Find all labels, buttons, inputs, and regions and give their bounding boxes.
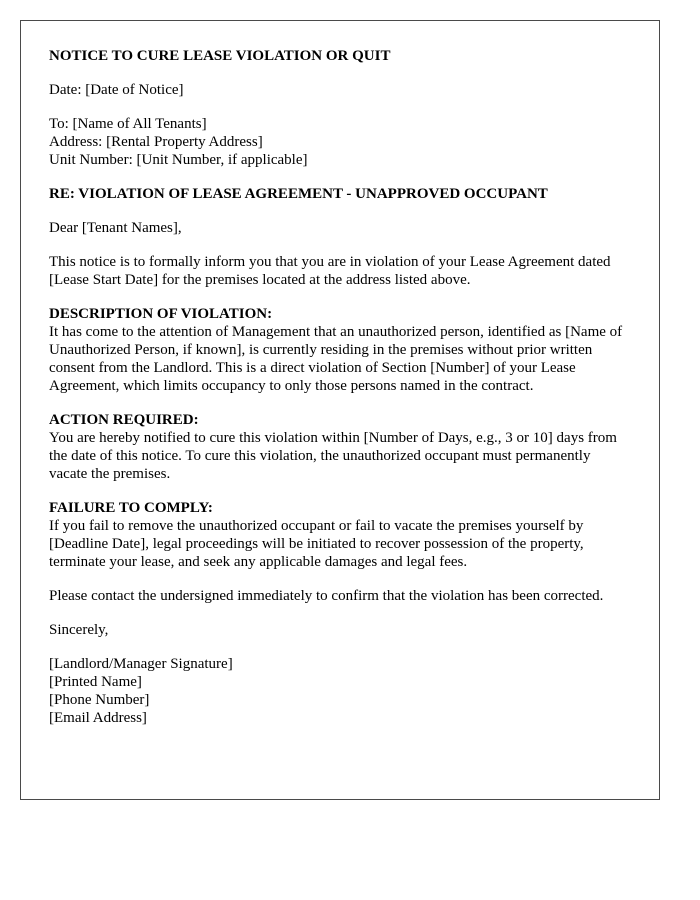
closing: Sincerely, bbox=[49, 622, 109, 638]
intro-paragraph: This notice is to formally inform you that you are in violation of your Lease Agreement dated [Lease Start Date] for the premises located at the address listed above. bbox=[49, 254, 611, 288]
notice-document bbox=[20, 20, 660, 800]
recipient-unit: Unit Number: [Unit Number, if applicable] bbox=[49, 152, 308, 168]
date-line: Date: [Date of Notice] bbox=[49, 82, 184, 98]
section-body: You are hereby notified to cure this violation within [Number of Days, e.g., 3 or 10] days from the date of this notice. To cure this violation, the unauthorized occupant must permanently vacate the premises. bbox=[49, 430, 617, 482]
section-heading: ACTION REQUIRED: bbox=[49, 412, 199, 428]
phone-number: [Phone Number] bbox=[49, 692, 150, 708]
recipient-address: Address: [Rental Property Address] bbox=[49, 134, 263, 150]
signature-line: [Landlord/Manager Signature] bbox=[49, 656, 233, 672]
printed-name: [Printed Name] bbox=[49, 674, 142, 690]
signature-block bbox=[49, 655, 631, 727]
recipient-block bbox=[49, 115, 631, 169]
section-body: If you fail to remove the unauthorized occupant or fail to vacate the premises yourself by [Deadline Date], legal proceedings will be initiated to recover possession of the property, terminate your lease, and seek any applicable damages and legal fees. bbox=[49, 518, 584, 570]
re-line: RE: VIOLATION OF LEASE AGREEMENT - UNAPPROVED OCCUPANT bbox=[49, 186, 548, 202]
section-action-required bbox=[49, 411, 631, 483]
recipient-to: To: [Name of All Tenants] bbox=[49, 116, 207, 132]
section-failure-to-comply bbox=[49, 499, 631, 571]
section-body: It has come to the attention of Management that an unauthorized person, identified as [Name of Unauthorized Person, if known], is currently residing in the premises without prior written consent from the Landlord. This is a direct violation of Section [Number] of your Lease Agreement, which limits occupancy to only those persons named in the contract. bbox=[49, 324, 623, 394]
section-description-of-violation bbox=[49, 305, 631, 395]
salutation: Dear [Tenant Names], bbox=[49, 220, 182, 236]
document-title: NOTICE TO CURE LEASE VIOLATION OR QUIT bbox=[49, 48, 391, 64]
closing-request: Please contact the undersigned immediately to confirm that the violation has been corrected. bbox=[49, 588, 604, 604]
section-heading: FAILURE TO COMPLY: bbox=[49, 500, 213, 516]
section-heading: DESCRIPTION OF VIOLATION: bbox=[49, 306, 273, 322]
email-address: [Email Address] bbox=[49, 710, 147, 726]
